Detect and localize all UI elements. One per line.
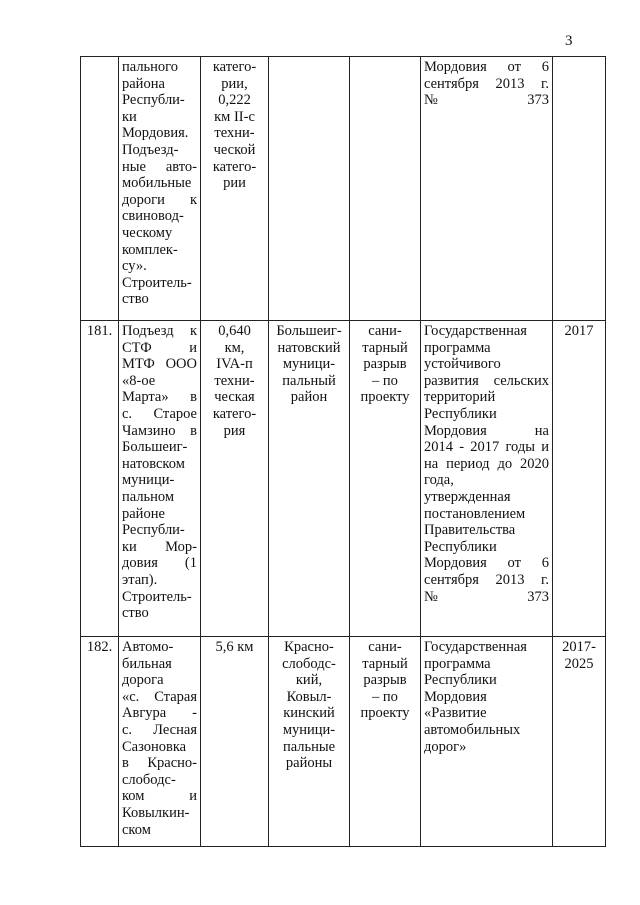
cell-line: км II-с bbox=[214, 108, 255, 125]
cell-line: Автомо- bbox=[122, 639, 174, 655]
cell-line: разрыв bbox=[363, 672, 407, 689]
cell-line: натовский bbox=[277, 339, 341, 356]
cell-line: утвержденная bbox=[424, 488, 511, 505]
cell-line: су». bbox=[122, 258, 147, 275]
cell-line: ные авто- bbox=[122, 158, 197, 175]
cell-line: Ковылкин- bbox=[122, 804, 190, 821]
cell-line: программа bbox=[424, 655, 491, 672]
cell-line: катего- bbox=[212, 158, 257, 175]
cell-line: рии, bbox=[221, 75, 248, 92]
cell-line: Сазоновка bbox=[122, 738, 187, 755]
cell-line: 0,640 bbox=[218, 323, 251, 339]
cell-line: дороги к bbox=[122, 191, 197, 208]
cell-line: ство bbox=[122, 605, 149, 622]
cell-line: катего- bbox=[212, 59, 257, 75]
cell-line: проекту bbox=[360, 389, 410, 406]
cell-line: Мордовия. bbox=[122, 125, 189, 142]
cell-line: IVA-п bbox=[216, 356, 253, 373]
cell-line: сани- bbox=[368, 639, 402, 655]
cell-line: мобильные bbox=[122, 175, 192, 192]
length-category-cell bbox=[201, 57, 269, 321]
cell-line: муници- bbox=[282, 356, 336, 373]
cell-line: комплек- bbox=[122, 241, 178, 258]
municipality-cell bbox=[269, 321, 350, 637]
municipality-cell bbox=[269, 637, 350, 847]
cell-line: на период до 2020 bbox=[424, 455, 549, 472]
cell-line: Авгура - bbox=[122, 705, 197, 722]
program-cell bbox=[421, 637, 553, 847]
year-cell bbox=[553, 637, 606, 847]
cell-line: муници- bbox=[282, 721, 336, 738]
cell-line: сани- bbox=[368, 323, 402, 339]
cell-line: 2017- bbox=[562, 639, 596, 655]
cell-line: Государственная bbox=[424, 639, 527, 655]
cell-line: проекту bbox=[360, 705, 410, 722]
cell-line: в Красно- bbox=[122, 755, 197, 772]
cell-line: постановлением bbox=[424, 505, 526, 522]
cell-line: ческой bbox=[213, 141, 256, 158]
row-number-cell: 182. bbox=[81, 637, 119, 847]
cell-line: СТФ и bbox=[122, 339, 197, 356]
program-cell bbox=[421, 57, 553, 321]
cell-line: района bbox=[122, 75, 165, 92]
cell-line: этап). bbox=[122, 571, 158, 588]
year-cell bbox=[553, 321, 606, 637]
table-row bbox=[81, 57, 606, 321]
cell-line: 2014 - 2017 годы и bbox=[424, 439, 549, 456]
cell-line: районе bbox=[122, 505, 165, 522]
cell-line: слободс- bbox=[122, 771, 176, 788]
cell-line: Республики bbox=[424, 672, 497, 689]
object-name-cell bbox=[119, 637, 201, 847]
cell-line: Ковыл- bbox=[286, 688, 332, 705]
cell-line: Мордовия от 6 bbox=[424, 555, 549, 572]
cell-line: Республики bbox=[424, 405, 497, 422]
cell-line: ство bbox=[122, 291, 149, 308]
cell-line: года, bbox=[424, 472, 454, 489]
cell-line: Марта» в bbox=[122, 389, 197, 406]
cell-line: дорога bbox=[122, 672, 164, 689]
cell-line: свиновод- bbox=[122, 208, 184, 225]
cell-line: кинский bbox=[283, 705, 335, 722]
cell-line: устойчивого bbox=[424, 356, 501, 373]
cell-line: рии bbox=[223, 175, 246, 192]
length-category-cell bbox=[201, 321, 269, 637]
cell-line: автомобильных bbox=[424, 721, 521, 738]
cell-line: Республи- bbox=[122, 92, 185, 109]
cell-line: МТФ ООО bbox=[122, 356, 197, 373]
cell-line: Мордовия на bbox=[424, 422, 549, 439]
cell-line: техни- bbox=[214, 372, 255, 389]
program-cell bbox=[421, 321, 553, 637]
cell-line: км, bbox=[224, 339, 245, 356]
cell-line: сентября 2013 г. bbox=[424, 571, 549, 588]
cell-line: Государственная bbox=[424, 323, 527, 339]
cell-line: разрыв bbox=[363, 356, 407, 373]
cell-line: дорог» bbox=[424, 738, 467, 755]
cell-line: ском bbox=[122, 821, 151, 838]
cell-line: Правительства bbox=[424, 522, 516, 539]
cell-line: с. Лесная bbox=[122, 721, 197, 738]
cell-line: район bbox=[290, 389, 328, 406]
cell-line: – по bbox=[372, 372, 398, 389]
cell-line: бильная bbox=[122, 655, 172, 672]
cell-line: катего- bbox=[212, 405, 257, 422]
municipality-cell bbox=[269, 57, 350, 321]
cell-line: муници- bbox=[122, 472, 175, 489]
cell-line: «8-ое bbox=[122, 372, 156, 389]
cell-line: районы bbox=[285, 755, 333, 772]
cell-line: Мордовия от 6 bbox=[424, 59, 549, 75]
cell-line: кий, bbox=[295, 672, 323, 689]
cell-line: пальный bbox=[282, 372, 336, 389]
cell-line: 2017 bbox=[564, 323, 594, 339]
cell-line: натовском bbox=[122, 455, 185, 472]
year-cell bbox=[553, 57, 606, 321]
cell-line: Строитель- bbox=[122, 588, 192, 605]
cell-line: ческая bbox=[214, 389, 255, 406]
cell-line: тарный bbox=[362, 655, 408, 672]
page-number: 3 bbox=[565, 33, 573, 49]
sanitary-zone-cell bbox=[350, 637, 421, 847]
cell-line: ки Мор- bbox=[122, 538, 197, 555]
table-row bbox=[81, 321, 606, 637]
cell-line: программа bbox=[424, 339, 491, 356]
cell-line: 0,222 bbox=[218, 92, 251, 109]
cell-line: № 373 bbox=[424, 92, 549, 109]
row-number-cell: 181. bbox=[81, 321, 119, 637]
sanitary-zone-cell bbox=[350, 321, 421, 637]
cell-line: «с. Старая bbox=[122, 688, 197, 705]
cell-line: 2025 bbox=[564, 655, 594, 672]
cell-line: Большеиг- bbox=[276, 323, 342, 339]
cell-line: ки bbox=[122, 108, 137, 125]
cell-line: тарный bbox=[362, 339, 408, 356]
cell-line: «Развитие bbox=[424, 705, 487, 722]
cell-line: рия bbox=[223, 422, 246, 439]
object-name-cell bbox=[119, 57, 201, 321]
cell-line: пальные bbox=[282, 738, 336, 755]
cell-line: довия (1 bbox=[122, 555, 197, 572]
cell-line: Республики bbox=[424, 538, 497, 555]
cell-line: техни- bbox=[214, 125, 255, 142]
cell-line: пального bbox=[122, 59, 179, 75]
cell-line: Подъезд к bbox=[122, 323, 197, 339]
cell-line: 5,6 км bbox=[215, 639, 254, 655]
cell-line: Подъезд- bbox=[122, 141, 179, 158]
cell-line: Чамзино в bbox=[122, 422, 197, 439]
sanitary-zone-cell bbox=[350, 57, 421, 321]
cell-line: Республи- bbox=[122, 522, 185, 539]
roads-table bbox=[80, 56, 606, 847]
cell-line: ком и bbox=[122, 788, 197, 805]
table-row bbox=[81, 637, 606, 847]
row-number-cell bbox=[81, 57, 119, 321]
cell-line: ческому bbox=[122, 224, 173, 241]
cell-line: Строитель- bbox=[122, 274, 192, 291]
cell-line: – по bbox=[372, 688, 398, 705]
cell-line: пальном bbox=[122, 488, 175, 505]
cell-line: развития сельских bbox=[424, 372, 549, 389]
object-name-cell bbox=[119, 321, 201, 637]
cell-line: Мордовия bbox=[424, 688, 487, 705]
cell-line: № 373 bbox=[424, 588, 549, 605]
cell-line: сентября 2013 г. bbox=[424, 75, 549, 92]
cell-line: Большеиг- bbox=[122, 439, 188, 456]
cell-line: Красно- bbox=[284, 639, 334, 655]
length-category-cell bbox=[201, 637, 269, 847]
cell-line: с. Старое bbox=[122, 405, 197, 422]
cell-line: слободс- bbox=[282, 655, 336, 672]
cell-line: территорий bbox=[424, 389, 496, 406]
